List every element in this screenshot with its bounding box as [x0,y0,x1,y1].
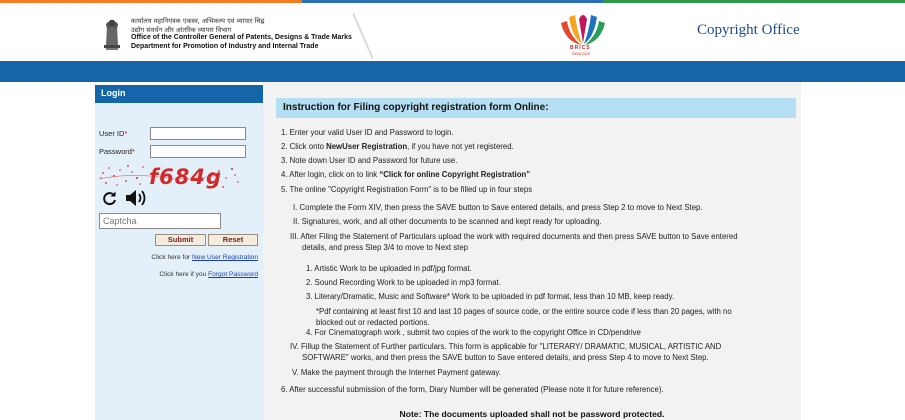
step-5-roman-5: V. Make the payment through the Internet Payment gateway. [292,368,501,377]
instructions-heading: Instruction for Filing copyright registration form Online: [276,98,796,118]
right-margin [801,82,905,420]
header-nav-bar [0,61,905,82]
org-name-hindi-1: कार्यालय महानियंत्रक एकस्व, अभिकल्प एवं व्यापार चिह्न [131,17,265,25]
step-2: 2. Click onto NewUser Registration, if you have not yet registered. [281,142,514,151]
forgot-password-text: Click here if you Forgot Password [159,271,258,278]
audio-captcha-icon[interactable] [124,188,148,208]
new-user-registration-link[interactable]: New User Registration [192,254,258,261]
org-name-english-2: Department for Promotion of Industry and Internal Trade [131,42,319,50]
header-divider-icon [345,11,385,61]
user-id-input[interactable] [150,127,246,140]
format-note-3-detail-a: *Pdf containing at least first 10 and last 10 pages of source code, or the entire source code if less than 20 pages, with no [316,307,732,316]
format-note-3-detail-b: blocked out or redacted portions. [316,318,430,327]
format-note-2: 2. Sound Recording Work to be uploaded in mp3 format. [306,278,501,287]
step-5-roman-3b: details, and press Step 3/4 to move to Next step [302,243,468,252]
format-note-3: 3. Literary/Dramatic, Music and Software* Work to be uploaded in pdf format, less than 10 MB, keep ready. [306,292,675,301]
password-protection-note: Note: The documents uploaded shall not be password protected. [399,409,665,419]
org-name-english-1: Office of the Controller General of Patents, Designs & Trade Marks [131,34,352,41]
step-3: 3. Note down User ID and Password for future use. [281,156,458,165]
brics-sub-label: INDIA 2026 [572,52,590,56]
step-5-roman-3a: III. After Filing the Statement of Particulars upload the work with required documents and then press SAVE button to Save entered [290,232,738,241]
left-margin [0,82,95,420]
password-input[interactable] [150,145,246,158]
site-header [0,3,905,61]
user-id-label: User ID* [99,129,128,138]
step-1: 1. Enter your valid User ID and Password to login. [281,128,454,137]
captcha-image [99,163,242,190]
national-emblem-icon [101,14,123,54]
step-5: 5. The online "Copyright Registration Form" is to be filled up in four steps [281,185,533,194]
captcha-text: f684g [149,165,223,189]
submit-button[interactable]: Submit [155,234,206,246]
org-name-hindi-2: उद्योग संवर्धन और आंतरिक व्यापार विभाग [131,25,232,34]
brics-label: BRICS [570,45,591,51]
step-4: 4. After login, click on to link “Click for online Copyright Registration” [281,170,531,179]
step-5-roman-4b: SOFTWARE" works, and then press the SAVE button to Save entered details, and press Step 4 to move to Next Step. [302,353,709,362]
format-note-1: 1. Artistic Work to be uploaded in pdf/jpg format. [306,264,472,273]
app-title: Copyright Office [697,22,800,38]
password-label: Password* [99,147,135,156]
new-user-registration-text: Click here for New User Registration [151,254,258,261]
step-5-roman-1: I. Complete the Form XIV, then press the SAVE button to Save entered details, and press Step 2 to move to Next Step. [293,203,703,212]
reset-button[interactable]: Reset [208,234,258,246]
step-6: 6. After successful submission of the form, Diary Number will be generated (Please note it for future reference). [281,385,664,394]
captcha-input[interactable] [99,213,221,229]
forgot-password-link[interactable]: Forgot Password [208,271,258,278]
refresh-captcha-icon[interactable] [101,190,118,207]
step-5-roman-2: II. Signatures, work, and all other documents to be scanned and kept ready for uploading. [293,217,602,226]
format-note-4: 4. For Cinematograph work , submit two copies of the work to the copyright Office in CD/pendrive [306,328,641,337]
org-name-block [131,17,352,51]
step-5-roman-4a: IV. Fillup the Statement of Further particulars. This form is applicable for "LITERARY/ DRAMATIC, MUSICAL, ARTISTIC AND [290,342,722,351]
login-heading: Login [95,85,263,103]
